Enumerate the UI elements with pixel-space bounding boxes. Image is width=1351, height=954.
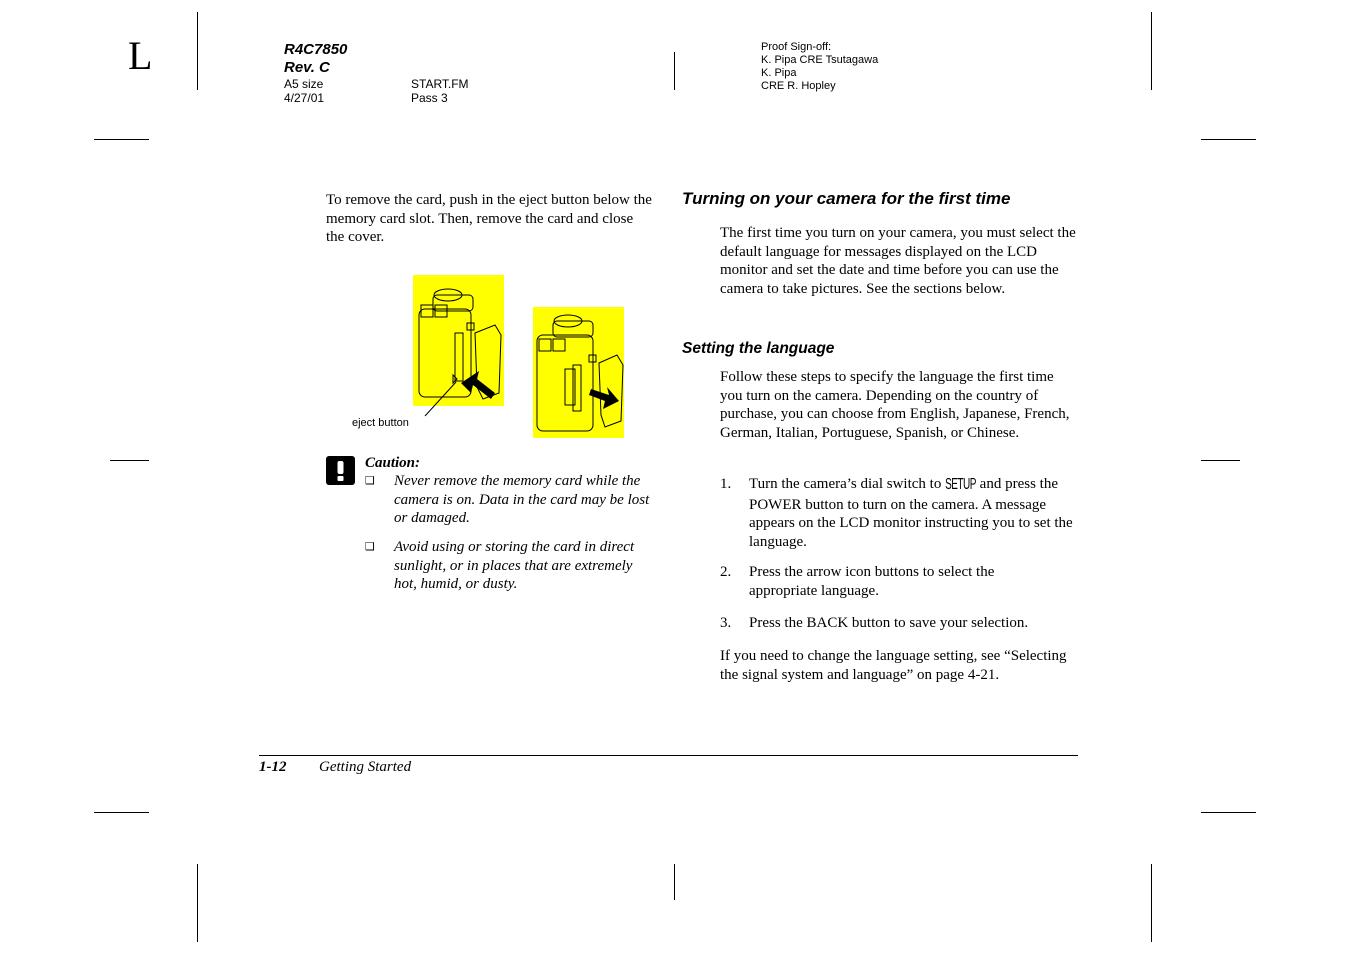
- crop-mark: [674, 864, 675, 900]
- step-text: Press the BACK button to save your selection.: [749, 615, 1029, 631]
- caution-icon: [326, 456, 355, 485]
- proof-line: Proof Sign-off:: [761, 41, 832, 53]
- step-number: 3.: [720, 615, 732, 631]
- step-text-part: and press the: [979, 476, 1058, 492]
- footer-rule: [259, 755, 1078, 756]
- eject-leader-line: [422, 380, 460, 425]
- corner-mark: L: [128, 33, 153, 78]
- crop-mark: [110, 460, 149, 461]
- checkbox-icon: ❑: [365, 474, 375, 487]
- file-name: START.FM: [411, 77, 469, 91]
- proof-line: K. Pipa CRE Tsutagawa: [761, 54, 879, 66]
- proof-signoff: [761, 41, 878, 93]
- section-heading: Turning on your camera for the first time: [682, 189, 1011, 208]
- crop-mark: [197, 864, 198, 942]
- step-number: 2.: [720, 564, 732, 580]
- doc-id: R4C7850: [284, 41, 348, 58]
- step-text-part: POWER button to turn on the camera. A message appears on the LCD monitor instructing you to set the language.: [749, 496, 1073, 550]
- crop-mark: [197, 12, 198, 90]
- caution-item: Avoid using or storing the card in direct sunlight, or in places that are extremely hot, humid, or dusty.: [394, 539, 635, 593]
- intro-paragraph: To remove the card, push in the eject button below the memory card slot. Then, remove the card and close the cover.: [326, 192, 652, 246]
- crop-mark: [1201, 460, 1240, 461]
- caution-item: Never remove the memory card while the camera is on. Data in the card may be lost or damaged.: [394, 473, 650, 527]
- step-text-part: Turn the camera’s dial switch to: [749, 476, 942, 492]
- closing-paragraph: If you need to change the language setting, see “Selecting the signal system and language” on page 4-21.: [720, 648, 1067, 683]
- language-paragraph: Follow these steps to specify the language the first time you turn on the camera. Depending on the country of purchase, you can choose from English, Japanese, French, German, Italian, Portuguese, Spanish, or Chinese.: [720, 369, 1070, 441]
- doc-date: 4/27/01: [284, 91, 325, 105]
- crop-mark: [1201, 812, 1256, 813]
- step-text: [749, 475, 1079, 551]
- caution-title: Caution:: [365, 455, 421, 471]
- crop-mark: [674, 52, 675, 90]
- crop-mark: [1201, 139, 1256, 140]
- checkbox-icon: ❑: [365, 540, 375, 553]
- proof-line: K. Pipa: [761, 67, 797, 79]
- eject-button-label: eject button: [352, 417, 409, 429]
- subsection-heading: Setting the language: [682, 340, 835, 357]
- crop-mark: [94, 812, 149, 813]
- proof-line: CRE R. Hopley: [761, 80, 836, 92]
- page-size: A5 size: [284, 77, 324, 91]
- revision: Rev. C: [284, 59, 330, 76]
- section-name: Getting Started: [319, 759, 412, 775]
- crop-mark: [94, 139, 149, 140]
- pass-number: Pass 3: [411, 91, 448, 105]
- setup-dial-icon: SETUP: [945, 476, 976, 494]
- intro-language-paragraph: The first time you turn on your camera, you must select the default language for messages displayed on the LCD monitor and set the date and time before you can use the camera to take pictures. See the sections below.: [720, 225, 1076, 297]
- camera-figure-card-removed: [533, 307, 624, 438]
- crop-mark: [1151, 12, 1152, 90]
- crop-mark: [1151, 864, 1152, 942]
- step-number: 1.: [720, 476, 732, 492]
- step-text: Press the arrow icon buttons to select the appropriate language.: [749, 564, 995, 599]
- page-number: 1-12: [259, 759, 287, 775]
